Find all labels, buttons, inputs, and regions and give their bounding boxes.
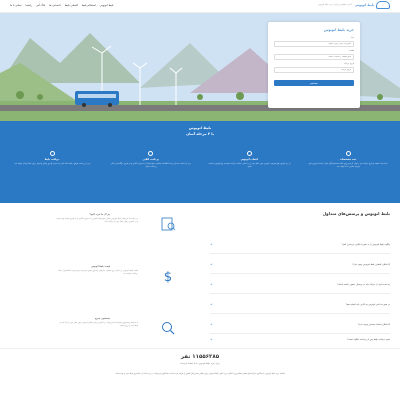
faq-item[interactable] xyxy=(210,258,390,274)
faq-question: نحوه دریافت بلیط پس از پرداخت چگونه است؟ xyxy=(347,338,390,341)
info-block xyxy=(0,307,200,347)
magnifier-icon xyxy=(160,321,176,335)
plus-icon[interactable]: + xyxy=(210,242,213,246)
faq-question: چگونه بلیط اتوبوس را به صورت آنلاین خریداری کنم؟ xyxy=(341,243,390,246)
faq-item[interactable] xyxy=(210,318,390,334)
form-title: خرید بلیط اتوبوس xyxy=(323,27,354,32)
nav-item-knowledge[interactable]: دانستنی ها xyxy=(49,4,61,7)
ticket-icon xyxy=(50,151,55,156)
step-text: پس از انتخاب صندلی و ثبت اطلاعات مسافر، مبلغ بلیط را به صورت آنلاین و از طریق درگاه امن بانکی پرداخت نمایید. xyxy=(110,163,191,168)
step-title: پرداخت آنلاین xyxy=(142,158,159,161)
step-item xyxy=(306,151,390,169)
logo-tagline: آسان، مطمئن و ارزان خرید بلیط اتوبوس xyxy=(317,4,352,6)
step-item xyxy=(10,151,94,169)
search-button[interactable]: جستجو xyxy=(274,80,354,86)
info-title: جستجوی سریع xyxy=(94,317,110,320)
step-text: ابتدا مبدا، مقصد و تاریخ حرکت خود را وارد کرده و روی دکمه جستجو کلیک نمایید. لیست اتوبوس‌های موجود نمایش داده خواهد شد. xyxy=(308,163,388,168)
passenger-counter: ۱۱۵۵۶۲۸۵ نفر xyxy=(180,354,220,360)
faq-item[interactable] xyxy=(210,238,390,254)
steps-section xyxy=(0,121,400,203)
step-title: انتخاب اتوبوس xyxy=(240,158,259,161)
logo[interactable] xyxy=(318,1,390,9)
step-text: از بین اتوبوس‌های موجود، اتوبوس مورد نظر خود را بر اساس ساعت حرکت، قیمت و نوع اتوبوس انتخاب نمایید. xyxy=(208,163,291,168)
nav-item-contact[interactable]: تماس با ما xyxy=(10,4,22,7)
steps-subtitle: با ۴ مرحله آسان xyxy=(186,132,214,136)
faq-question: چه مدت قبل از حرکت باید در ترمینال حضور داشته باشم؟ xyxy=(337,283,390,286)
destination-input[interactable] xyxy=(274,54,354,60)
step-item xyxy=(207,151,291,169)
step-text: پس از پرداخت موفق، بلیط شما صادر شده و از طریق پیامک و ایمیل برای شما ارسال خواهد شد. xyxy=(13,163,91,165)
info-column xyxy=(0,203,200,348)
faq-question: آیا امکان انتخاب صندلی وجود دارد؟ xyxy=(357,323,390,326)
document-search-icon xyxy=(160,217,176,231)
steps-list xyxy=(10,151,390,169)
info-title: قیمت بلیط اتوبوس xyxy=(91,265,110,268)
payment-icon xyxy=(148,151,153,156)
faq-item[interactable] xyxy=(210,278,390,294)
info-text: قیمت بلیط اتوبوس بر اساس نرخ مصوب سازمان راهداری تعیین می‌شود و هیچ هزینه اضافه‌ای از شما دریافت نخواهد شد. xyxy=(58,270,138,275)
bus-logo-icon xyxy=(376,1,390,9)
counter-caption: برای خرید بلیط اتوبوس با ما اعتماد کرده‌اند xyxy=(180,362,220,365)
info-title: چرا از ما خرید کنیم؟ xyxy=(89,213,110,216)
bus-icon xyxy=(75,91,119,107)
step-title: دریافت بلیط xyxy=(44,158,60,161)
info-block xyxy=(0,255,200,295)
faq-question: در صورت تاخیر اتوبوس چه کاری باید انجام دهم؟ xyxy=(345,303,390,306)
plus-icon[interactable]: + xyxy=(210,302,213,306)
nav-item-inquiry[interactable]: استعلام بلیط xyxy=(81,4,96,7)
nav-item-guide[interactable]: راهنما xyxy=(25,4,32,7)
plus-icon[interactable]: + xyxy=(210,282,213,286)
info-text: در سایت ما می‌توانید بلیط اتوبوس تمامی شهرهای کشور را به صورت آنلاین و با بهترین قیمت تهیه نمایید و در کمترین زمان بلیط خود را دریافت کنید. xyxy=(56,218,138,223)
form-icon xyxy=(346,151,351,156)
date-label: تاریخ حرکت xyxy=(344,63,354,65)
faq-title: بلیط اتوبوس و پرسش‌های متداول xyxy=(322,211,390,216)
plus-icon[interactable]: + xyxy=(210,322,213,326)
faq-question: آیا امکان کنسلی بلیط اتوبوس وجود دارد؟ xyxy=(352,263,390,266)
ticket-search-form xyxy=(268,22,360,108)
destination-label: مقصد xyxy=(349,50,354,52)
faq-item[interactable] xyxy=(210,298,390,314)
footer-description: سامانه خرید بلیط اتوبوس با همکاری شرکت‌های معتبر مسافربری، امکان خرید آنلاین بلیط اتوبوس برای تمامی مسیرهای کشور را فراهم کرده است. مسافران می‌توانند در هر ساعت از شبانه‌روز بلیط خود را تهیه نمایند. xyxy=(114,373,286,375)
info-block xyxy=(0,203,200,243)
nav-item-blog[interactable]: بلاگ آس xyxy=(35,4,46,7)
plus-icon[interactable]: + xyxy=(210,337,213,341)
nav-item-cancel[interactable]: کنسلی بلیط xyxy=(64,4,78,7)
nav-item-bus-ticket[interactable]: بلیط اتوبوس xyxy=(99,4,114,7)
steps-title: بلیط اتوبوس xyxy=(188,126,212,130)
footer-stats xyxy=(0,348,400,400)
header xyxy=(0,0,400,13)
dollar-icon xyxy=(160,269,176,283)
faq-item[interactable] xyxy=(210,333,390,349)
logo-text: بلیط اتوبوس xyxy=(354,3,374,7)
faq-section xyxy=(200,203,400,348)
main-nav xyxy=(10,4,113,7)
origin-label: مبدا xyxy=(350,37,354,39)
step-title: ثبت مشخصات xyxy=(339,158,357,161)
plus-icon[interactable]: + xyxy=(210,262,213,266)
step-item xyxy=(109,151,193,169)
date-input[interactable] xyxy=(274,67,354,73)
info-text: با سیستم جستجوی پیشرفته ما می‌توانید در کمترین زمان ممکن اتوبوس مورد نظر خود را پیدا کنید و بلیط خود را رزرو نمایید. xyxy=(59,322,138,327)
origin-input[interactable] xyxy=(274,41,354,47)
svg-text:$: $ xyxy=(163,270,173,283)
bus-select-icon xyxy=(247,151,252,156)
